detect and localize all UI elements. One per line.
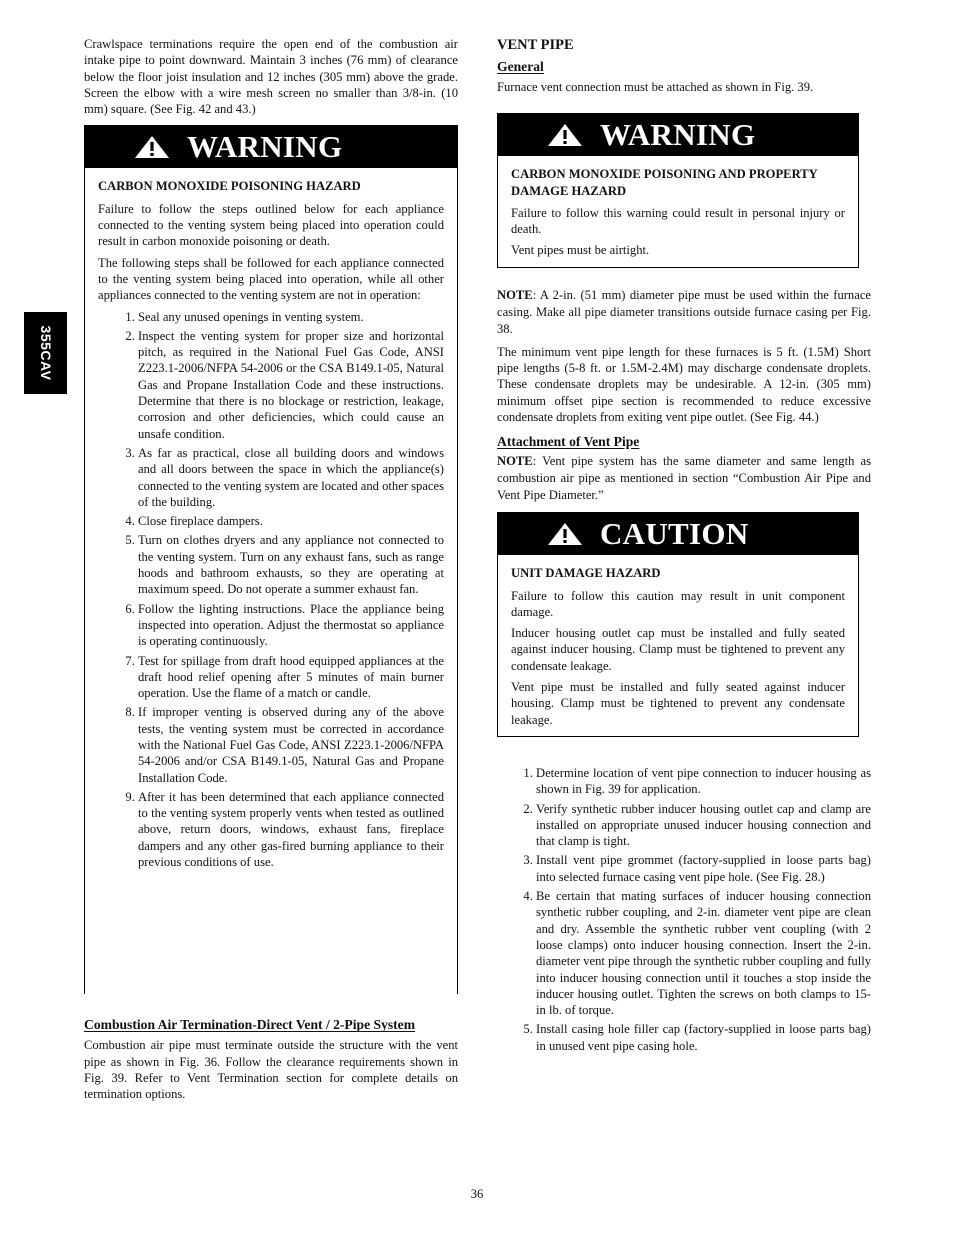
box-bottom-gap (92, 992, 450, 995)
note-label: NOTE (497, 287, 533, 302)
caution-body (498, 555, 858, 736)
list-item: 3. As far as practical, close all building doors and windows and all doors between the space in which the appliance(s) connected to the venting system are located and other spaces of the building. (138, 445, 444, 510)
attachment-heading: Attachment of Vent Pipe (497, 434, 640, 450)
caution-paragraph: Vent pipe must be installed and fully seated against inducer housing. Clamp must be tightened to prevent any condensate leakage. (511, 680, 845, 727)
crawlspace-paragraph: Crawlspace terminations require the open end of the combustion air intake pipe to point downward. Maintain 3 inches (76 mm) of clearance below the floor joist insulation and 12 inches (305 mm) above the grade. Screen the elbow with a wire mesh screen no smaller than 3/8-in. (10 mm) square. (See Fig. 42 and 43.) (84, 37, 458, 117)
vent-pipe-steps-list (497, 765, 871, 1054)
right-column (497, 36, 871, 1057)
list-item: 4. Close fireplace dampers. (138, 513, 444, 529)
warning-body (85, 168, 457, 870)
warning-paragraph: Failure to follow the steps outlined below for each appliance connected to the venting system being placed into operation could result in carbon monoxide poisoning or death. (98, 201, 444, 249)
vent-pipe-warning-box (497, 113, 859, 267)
warning-paragraph: Failure to follow this warning could result in personal injury or death. (511, 205, 845, 237)
carbon-monoxide-warning-box (84, 125, 458, 994)
general-paragraph: Furnace vent connection must be attached as shown in Fig. 39. (497, 80, 814, 94)
venting-steps-list (98, 309, 444, 871)
caution-paragraph: Inducer housing outlet cap must be installed and fully seated against inducer housing. Clamp must be tightened to prevent any condensate leakage. (511, 626, 845, 673)
warning-header (85, 126, 457, 168)
hazard-heading: UNIT DAMAGE HAZARD (511, 566, 661, 581)
warning-triangle-icon (133, 135, 171, 159)
warning-triangle-icon (546, 123, 584, 147)
side-tab (24, 312, 67, 394)
list-item: 2. Verify synthetic rubber inducer housing outlet cap and clamp are installed on appropriate unused inducer housing connection and that clamp is tight. (536, 801, 871, 850)
list-item: 5. Turn on clothes dryers and any appliance not connected to the venting system. Turn on any exhaust fans, such as range hoods and bathroom exhausts, so they are operating at maximum speed. Do not operate a summer exhaust fan. (138, 532, 444, 597)
list-item: 8. If improper venting is observed during any of the above tests, the venting system must be corrected in accordance with the National Fuel Gas Code, ANSI Z223.1-2006/NFPA 54-2006 and/or CSA B149.1-05, Natural Gas and Propane Installation Code. (138, 704, 444, 785)
warning-paragraph: The following steps shall be followed for each appliance connected to the venting system being placed into operation, while all other appliances connected to the venting system are not in operation: (98, 255, 444, 303)
unit-damage-caution-box (497, 512, 859, 737)
page-number: 36 (470, 1187, 484, 1201)
list-item: 1. Seal any unused openings in venting system. (138, 309, 444, 325)
list-item: 9. After it has been determined that each appliance connected to the venting system properly vents when tested as outlined above, return doors, windows, exhaust fans, fireplace dampers and any other gas-fired burning appliance to their previous conditions of use. (138, 789, 444, 870)
list-item: 6. Follow the lighting instructions. Place the appliance being inspected into operation. Adjust the thermostat so appliance is operating continuously. (138, 601, 444, 650)
note-paragraph (497, 287, 871, 338)
combustion-air-termination-heading: Combustion Air Termination-Direct Vent / 2-Pipe System (84, 1017, 416, 1033)
list-item: 3. Install vent pipe grommet (factory-supplied in loose parts bag) into selected furnace casing vent pipe hole. (See Fig. 28.) (536, 852, 871, 885)
warning-title: WARNING (600, 117, 756, 153)
warning-paragraph: Vent pipes must be airtight. (511, 243, 650, 258)
warning-body (498, 156, 858, 266)
minimum-length-paragraph: The minimum vent pipe length for these furnaces is 5 ft. (1.5M) Short pipe lengths (5-8 ft. or 1.5M-2.4M) may discharge condensate droplets. These condensate droplets may be undesirable. A 12-in. (305 mm) minimum offset pipe section is recommended to reduce excessive condensate droplets from exiting vent pipe outlet. (See Fig. 44.) (497, 344, 871, 424)
list-item: 1. Determine location of vent pipe connection to inducer housing as shown in Fig. 39 for application. (536, 765, 871, 798)
warning-title: WARNING (187, 129, 343, 165)
note-text: : A 2-in. (51 mm) diameter pipe must be used within the furnace casing. Make all pipe diameter transitions outside furnace casing per Fig. 38. (497, 287, 871, 336)
list-item: 7. Test for spillage from draft hood equipped appliances at the draft hood relief opening after 5 minutes of main burner operation. Use the flame of a match or candle. (138, 653, 444, 702)
hazard-heading: CARBON MONOXIDE POISONING HAZARD (98, 179, 361, 194)
left-column (84, 36, 458, 1103)
caution-paragraph: Failure to follow this caution may result in unit component damage. (511, 588, 845, 619)
caution-header (498, 513, 858, 555)
caution-title: CAUTION (600, 516, 749, 552)
list-item: 4. Be certain that mating surfaces of inducer housing connection synthetic rubber coupling, and 2-in. diameter vent pipe are clean and dry. Assemble the synthetic rubber vent coupling (with 2 loose clamps) onto inducer housing connection. Insert the 2-in. diameter vent pipe through the synthetic rubber coupling and fully into inducer housing connection until it touches a stop inside the inducer housing outlet. Tighten the screws on both clamps to 15-in lb. of torque. (536, 888, 871, 1018)
warning-triangle-icon (546, 522, 584, 546)
note-label: NOTE (497, 454, 533, 469)
general-heading: General (497, 59, 544, 74)
side-tab-label: 355CAV (37, 325, 54, 381)
hazard-heading: CARBON MONOXIDE POISONING AND PROPERTY DAMAGE HAZARD (511, 167, 818, 198)
vent-pipe-heading: VENT PIPE (497, 37, 574, 53)
warning-header (498, 114, 858, 156)
note-text: : Vent pipe system has the same diameter and same length as combustion air pipe as mentioned in section “Combustion Air Pipe and Vent Pipe Diameter.” (497, 454, 871, 503)
list-item: 2. Inspect the venting system for proper size and horizontal pitch, as required in the National Fuel Gas Code, ANSI Z223.1-2006/NFPA 54-2006 or the CSA B149.1-05, Natural Gas and Propane Installation Code and these instructions. Determine that there is no blockage or restriction, leakage, corrosion and other deficiencies, which could cause an unsafe condition. (138, 328, 444, 442)
note-paragraph (497, 453, 871, 504)
list-item: 5. Install casing hole filler cap (factory-supplied in loose parts bag) in unused vent pipe casing hole. (536, 1021, 871, 1054)
combustion-air-paragraph: Combustion air pipe must terminate outside the structure with the vent pipe as shown in Fig. 36. Follow the clearance requirements shown in Fig. 39. Refer to Vent Termination section for complete details on termination options. (84, 1038, 458, 1102)
